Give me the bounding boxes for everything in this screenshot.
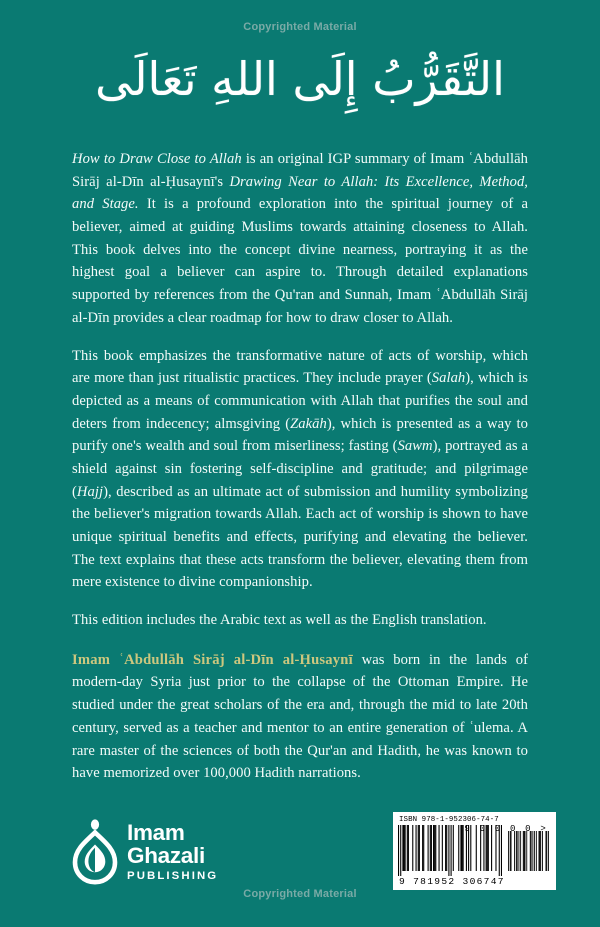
arabic-title-text: التَّقَرُّبُ إِلَى اللهِ تَعَالَى <box>95 52 505 106</box>
publisher-line-1: Imam <box>127 819 185 845</box>
blurb-paragraph-1: How to Draw Close to Allah is an original IGP summary of Imam ʿAbdullāh Sirāj al-Dīn al-Ḥusaynī's Drawing Near to Allah: Its Excellence, Method, and Stage. It is a profound exploration into the spiritual journey of a believer, aimed at guiding Muslims towards attaining closeness to Allah. This book delves into the concept divine nearness, portraying it as the highest goal a believer can aspire to. Through detailed explanations supported by references from the Qu'ran and Sunnah, Imam ʿAbdullāh Sirāj al-Dīn provides a clear roadmap for how to draw closer to Allah. <box>72 151 528 326</box>
isbn-text: ISBN 978-1-952306-74-7 <box>399 816 499 824</box>
blurb-text-column <box>72 148 528 785</box>
publisher-line-3: PUBLISHING <box>127 869 219 882</box>
publisher-line-2: Ghazali <box>127 843 205 869</box>
isbn-barcode-block <box>393 812 556 890</box>
barcode-addon-digits: 9 0 0 0 0 > <box>464 824 548 834</box>
publisher-wordmark <box>127 819 219 882</box>
barcode-human-digits: 9 781952 306747 <box>399 876 505 887</box>
copyright-watermark-top: Copyrighted Material <box>243 21 357 33</box>
author-bio-text: was born in the lands of modern-day Syria just prior to the collapse of the Ottoman Empire. He studied under the great scholars of the era and, through the mid to late 20th century, served as a teacher and mentor to an entire generation of ʿulema. A rare master of the sciences of both the Qur'an and Hadith, he was known to have memorized over 100,000 Hadith narrations. <box>72 651 528 782</box>
blurb-paragraph-3: This edition includes the Arabic text as well as the English translation. <box>72 612 487 629</box>
barcode-addon-symbol <box>508 831 549 876</box>
author-name: Imam ʿAbdullāh Sirāj al-Dīn al-Ḥusaynī <box>72 651 353 668</box>
copyright-watermark-bottom: Copyrighted Material <box>243 888 357 900</box>
flame-teardrop-icon <box>72 819 118 885</box>
blurb-paragraph-2: This book emphasizes the transformative nature of acts of worship, which are more than just ritualistic practices. They include prayer (Salah), which is depicted as a means of communication with Allah that purifies the soul and deters from indecency; almsgiving (Zakāh), which is presented as a way to purify one's wealth and soul from miserliness; fasting (Sawm), portrayed as a shield against sin fostering self-discipline and gratitude; and pilgrimage (Hajj), described as an ultimate act of submission and humility symbolizing the believer's migration towards Allah. Each act of worship is shown to have unique spiritual benefits and effects, purifying and elevating the believer. The text explains that these acts transform the believer, elevating them from mere existence to divine companionship. <box>72 347 528 591</box>
arabic-title-calligraphy <box>0 44 600 122</box>
author-bio-paragraph <box>72 649 528 785</box>
publisher-logo <box>72 819 218 885</box>
